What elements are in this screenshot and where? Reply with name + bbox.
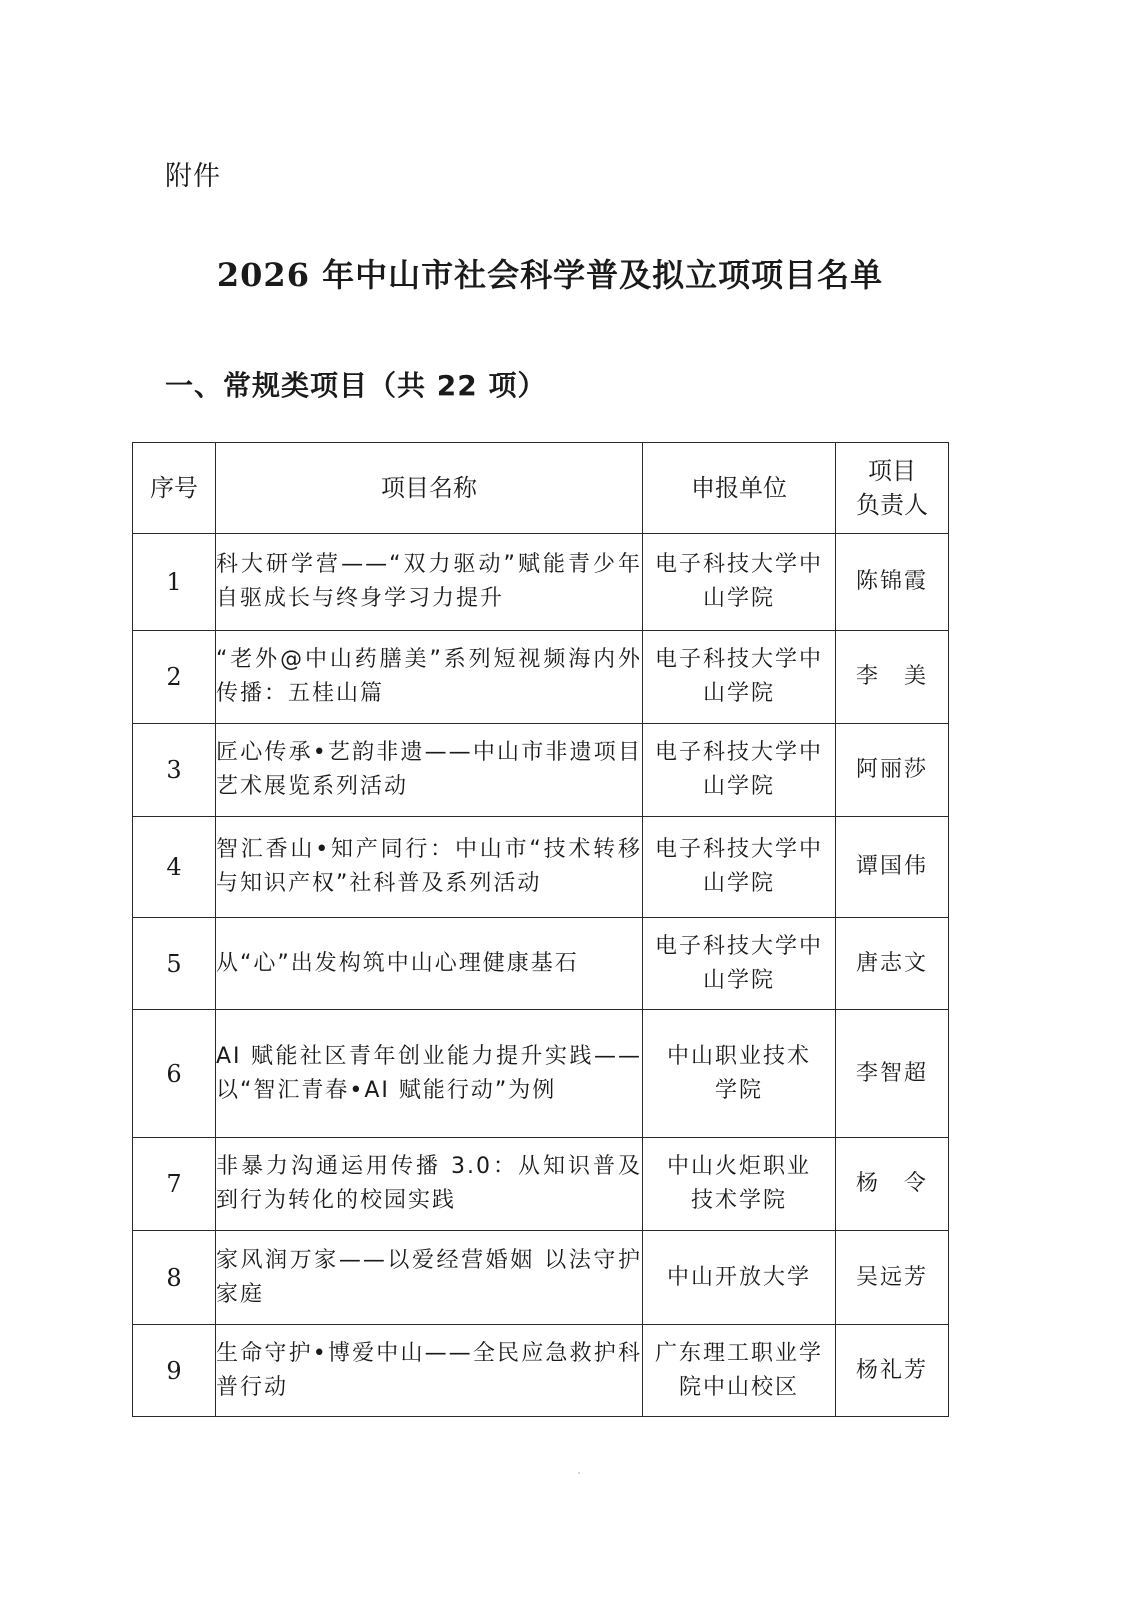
row-project-name: 科大研学营——“双力驱动”赋能青少年自驱成长与终身学习力提升: [216, 534, 643, 631]
row-no: 2: [133, 631, 216, 724]
row-project-name: 智汇香山•知产同行：中山市“技术转移与知识产权”社科普及系列活动: [216, 817, 643, 918]
table-row: [133, 918, 949, 1010]
document-title: 2026 年中山市社会科学普及拟立项项目名单: [216, 256, 884, 294]
row-unit: [643, 1138, 836, 1231]
row-unit: [643, 1231, 836, 1325]
row-unit-text: 广东理工职业学院中山校区: [655, 1340, 824, 1400]
attachment-label: 附件: [165, 161, 221, 192]
row-unit-text: 电子科技大学中山学院: [655, 552, 824, 611]
row-no: 4: [133, 817, 216, 918]
row-person: 杨礼芳: [836, 1325, 949, 1417]
row-unit-text: 电子科技大学中山学院: [655, 933, 824, 993]
row-person: 李 美: [836, 631, 949, 724]
row-unit-text: 电子科技大学中山学院: [655, 647, 824, 706]
table-row: [133, 1325, 949, 1417]
table-row: [133, 631, 949, 724]
row-person: 唐志文: [836, 918, 949, 1010]
table-row: [133, 1138, 949, 1231]
header-unit: 申报单位: [643, 443, 836, 534]
row-project-name: 家风润万家——以爱经营婚姻 以法守护家庭: [216, 1231, 643, 1325]
row-unit: [643, 1325, 836, 1417]
row-unit: [643, 631, 836, 724]
row-no: 6: [133, 1010, 216, 1138]
row-project-name: 匠心传承•艺韵非遗——中山市非遗项目艺术展览系列活动: [216, 724, 643, 817]
row-unit: [643, 724, 836, 817]
row-person: 吴远芳: [836, 1231, 949, 1325]
table-row: [133, 534, 949, 631]
row-project-name: AI 赋能社区青年创业能力提升实践——以“智汇青春•AI 赋能行动”为例: [216, 1010, 643, 1138]
row-person: 杨 令: [836, 1138, 949, 1231]
row-unit: [643, 1010, 836, 1138]
row-no: 1: [133, 534, 216, 631]
row-no: 9: [133, 1325, 216, 1417]
row-project-name: 非暴力沟通运用传播 3.0：从知识普及到行为转化的校园实践: [216, 1138, 643, 1231]
header-person: [836, 443, 949, 534]
header-name: 项目名称: [216, 443, 643, 534]
row-project-name: 生命守护•博爱中山——全民应急救护科普行动: [216, 1325, 643, 1417]
row-person: 李智超: [836, 1010, 949, 1138]
row-unit-text: 中山火炬职业技术学院: [666, 1154, 811, 1213]
row-person: 陈锦霞: [836, 534, 949, 631]
row-project-name: 从“心”出发构筑中山心理健康基石: [216, 918, 643, 1010]
row-no: 7: [133, 1138, 216, 1231]
row-person: 谭国伟: [836, 817, 949, 918]
row-unit: [643, 918, 836, 1010]
table-row: [133, 1010, 949, 1138]
row-no: 5: [133, 918, 216, 1010]
row-no: 3: [133, 724, 216, 817]
row-unit-text: 中山开放大学: [666, 1264, 811, 1290]
table-row: [133, 817, 949, 918]
row-unit-text: 电子科技大学中山学院: [655, 740, 824, 799]
scan-speck: [578, 1472, 580, 1474]
header-person-line1: 项目: [868, 457, 916, 485]
row-unit-text: 中山职业技术学院: [666, 1043, 811, 1103]
table-row: [133, 724, 949, 817]
project-table: [132, 442, 949, 1417]
row-no: 8: [133, 1231, 216, 1325]
row-project-name: “老外@中山药膳美”系列短视频海内外传播：五桂山篇: [216, 631, 643, 724]
row-unit: [643, 817, 836, 918]
header-no: 序号: [133, 443, 216, 534]
section-heading: 一、常规类项目（共 22 项）: [165, 369, 547, 402]
row-unit: [643, 534, 836, 631]
row-person: 阿丽莎: [836, 724, 949, 817]
table-row: [133, 1231, 949, 1325]
table-header-row: [133, 443, 949, 534]
row-unit-text: 电子科技大学中山学院: [655, 837, 824, 896]
header-person-line2: 负责人: [856, 491, 928, 519]
